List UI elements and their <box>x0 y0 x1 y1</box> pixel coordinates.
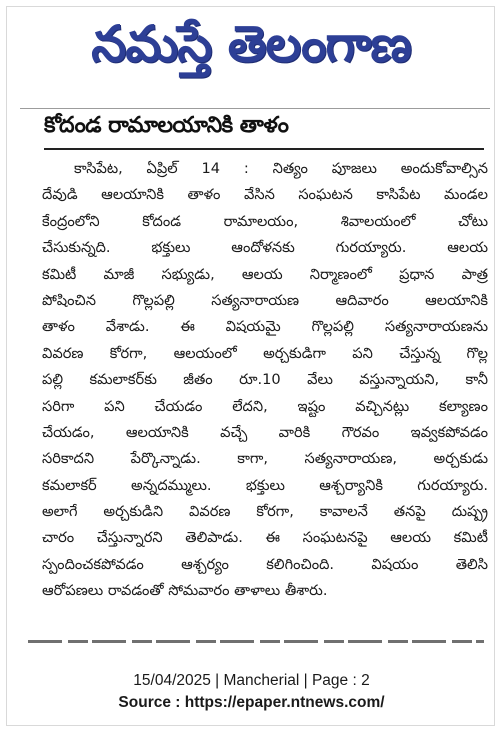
news-clipping <box>20 92 490 657</box>
body-line: దేవుడి ఆలయానికి తాళం వేసిన సంఘటన కాసిపేట మండల <box>42 186 488 204</box>
body-line: ఆరోపణలు రావడంతో సోమవారం తాళాలు తీశారు. <box>42 582 328 600</box>
source-link[interactable]: Source : https://epaper.ntnews.com/ <box>118 694 385 711</box>
body-line: వివరణ కోరగా, ఆలయంలో అర్చకుడిగా పని చేస్తున్న గొల్ల <box>42 344 488 362</box>
body-line: సరిగా పని చేయడం లేదని, ఇష్టం వచ్చినట్లు కల్యాణం <box>42 397 488 415</box>
article-body <box>42 156 488 605</box>
newspaper-masthead: నమస్తే తెలంగాణ <box>91 15 411 73</box>
body-line: సరికాదని పేర్కొన్నాడు. కాగా, సత్యనారాయణ, అర్చకుడు <box>42 450 488 468</box>
edition-info: 15/04/2025 | Mancherial | Page : 2 <box>133 672 370 689</box>
headline-underline <box>44 148 484 150</box>
body-line: కాసిపేట, ఏప్రిల్ 14 : నిత్యం పూజలు అందుకోవాల్సిన <box>74 160 488 177</box>
body-line: చేసుకున్నది. భక్తులు ఆందోళనకు గురయ్యారు. ఆలయ <box>42 239 488 257</box>
body-line: కమిటీ మాజీ సభ్యుడు, ఆలయ నిర్మాణంలో ప్రధాన పాత్ర <box>42 265 488 283</box>
body-line: తాళం వేశాడు. ఈ విషయమై గొల్లపల్లి సత్యనారాయణను <box>42 318 488 336</box>
body-line: స్పందించకపోవడం ఆశ్చర్యం కలిగించింది. విషయం తెలిసి <box>42 555 488 573</box>
body-line: పల్లి కమలాకర్‌కు జీతం రూ.10 వేలు వస్తున్నాయని, కానీ <box>42 371 488 389</box>
clipped-bottom-edge <box>28 640 484 643</box>
body-line: కేంద్రంలోని కోదండ రామాలయం, శివాలయంలో చోటు <box>42 212 488 230</box>
body-line: కమలాకర్ అన్నదమ్ములు. భక్తులు ఆశ్చర్యానికి గురయ్యారు. <box>42 476 488 494</box>
top-divider <box>20 108 490 109</box>
body-line: చారం చేస్తున్నారని తెలిపాడు. ఈ సంఘటనపై ఆలయ కమిటీ <box>42 529 488 547</box>
body-line: పోషించిన గొల్లపల్లి సత్యనారాయణ ఆదివారం ఆలయానికి <box>42 291 488 309</box>
article-headline: కోదండ రామాలయానికి తాళం <box>44 113 289 138</box>
body-line: అలాగే అర్చకుడిని వివరణ కోరగా, కావాలనే తనపై దుష్ప్ర <box>42 503 488 521</box>
body-line: చేయడం, ఆలయానికి వచ్చే వారికి గౌరవం ఇవ్వకపోవడం <box>42 423 488 441</box>
